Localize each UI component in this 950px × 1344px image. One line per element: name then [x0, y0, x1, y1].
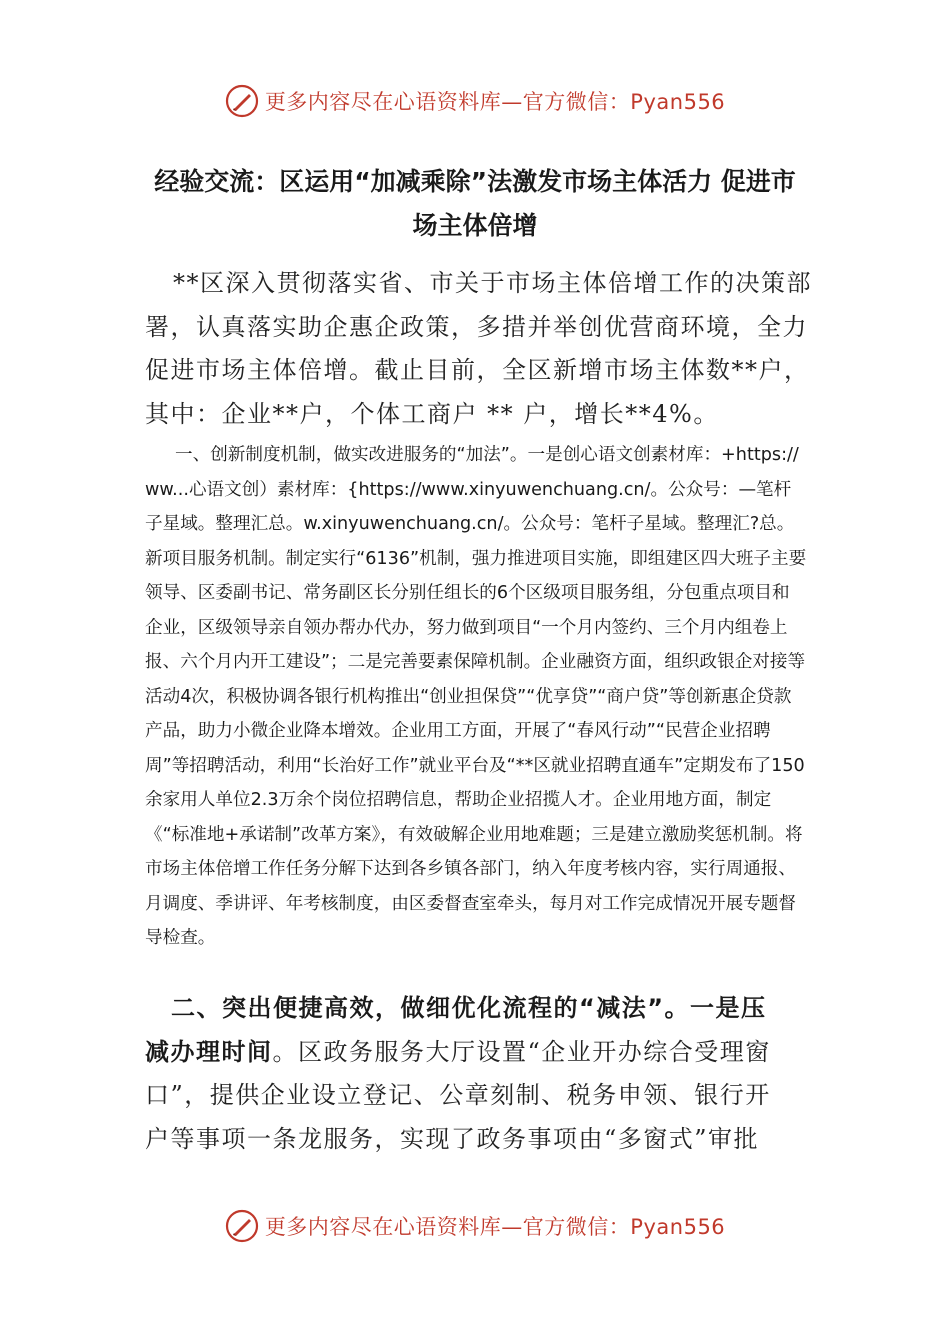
document-title: 经验交流：区运用“加减乘除”法激发市场主体活力 促进市场主体倍增: [154, 167, 796, 240]
quill-logo-icon: [225, 84, 259, 118]
section-two-heading: 二、突出便捷高效，做细优化流程的“减法”。一是压减办理时间: [145, 994, 767, 1066]
section-two-text: 。区政务服务大厅设置“企业开办综合受理窗口”，提供企业设立登记、公章刻制、税务申领、银行开户等事项一条龙服务，实现了政务事项由“多窗式”审批: [145, 1037, 771, 1153]
section-one-paragraph: 一、创新制度机制，做实改进服务的“加法”。一是创心语文创素材库：+https://ww...心语文创）素材库：{https://www.xinyuwenchuang.cn/。公众号：—笔杆子星域。整理汇总。w.xinyuwenchuang.cn/。公众号：笔杆子星域。整理汇?总。新项目服务机制。制定实行“6136”机制，强力推进项目实施，即组建区四大班子主要领导、区委副书记、常务副区长分别任组长的6个区级项目服务组，分包重点项目和企业，区级领导亲自领办帮办代办，努力做到项目“一个月内签约、三个月内组卷上报、六个月内开工建设”；二是完善要素保障机制。企业融资方面，组织政银企对接等活动4次，积极协调各银行机构推出“创业担保贷”“优享贷”“商户贷”等创新惠企贷款产品，助力小微企业降本增效。企业用工方面，开展了“春风行动”“民营企业招聘周”等招聘活动，利用“长治好工作”就业平台及“**区就业招聘直通车”定期发布了150余家用人单位2.3万余个岗位招聘信息，帮助企业招揽人才。企业用地方面，制定《“标准地+承诺制”改革方案》，有效破解企业用地难题；三是建立激励奖惩机制。将市场主体倍增工作任务分解下达到各乡镇各部门，纳入年度考核内容，实行周通报、月调度、季讲评、年考核制度，由区委督查室牵头，每月对工作完成情况开展专题督导检查。: [145, 445, 807, 948]
quill-logo-icon: [225, 1209, 259, 1243]
header-watermark-banner: [0, 84, 950, 118]
footer-watermark-banner: [0, 1209, 950, 1243]
banner-text: 更多内容尽在心语资料库—官方微信：Pyan556: [264, 90, 726, 114]
lead-paragraph: **区深入贯彻落实省、市关于市场主体倍增工作的决策部署，认真落实助企惠企政策，多措并举创优营商环境，全力促进市场主体倍增。截止目前，全区新增市场主体数**户，其中：企业**户，个体工商户 ** 户，增长**4%。: [145, 269, 812, 428]
section-two-paragraph: [145, 987, 785, 1161]
banner-text: 更多内容尽在心语资料库—官方微信：Pyan556: [264, 1215, 726, 1239]
